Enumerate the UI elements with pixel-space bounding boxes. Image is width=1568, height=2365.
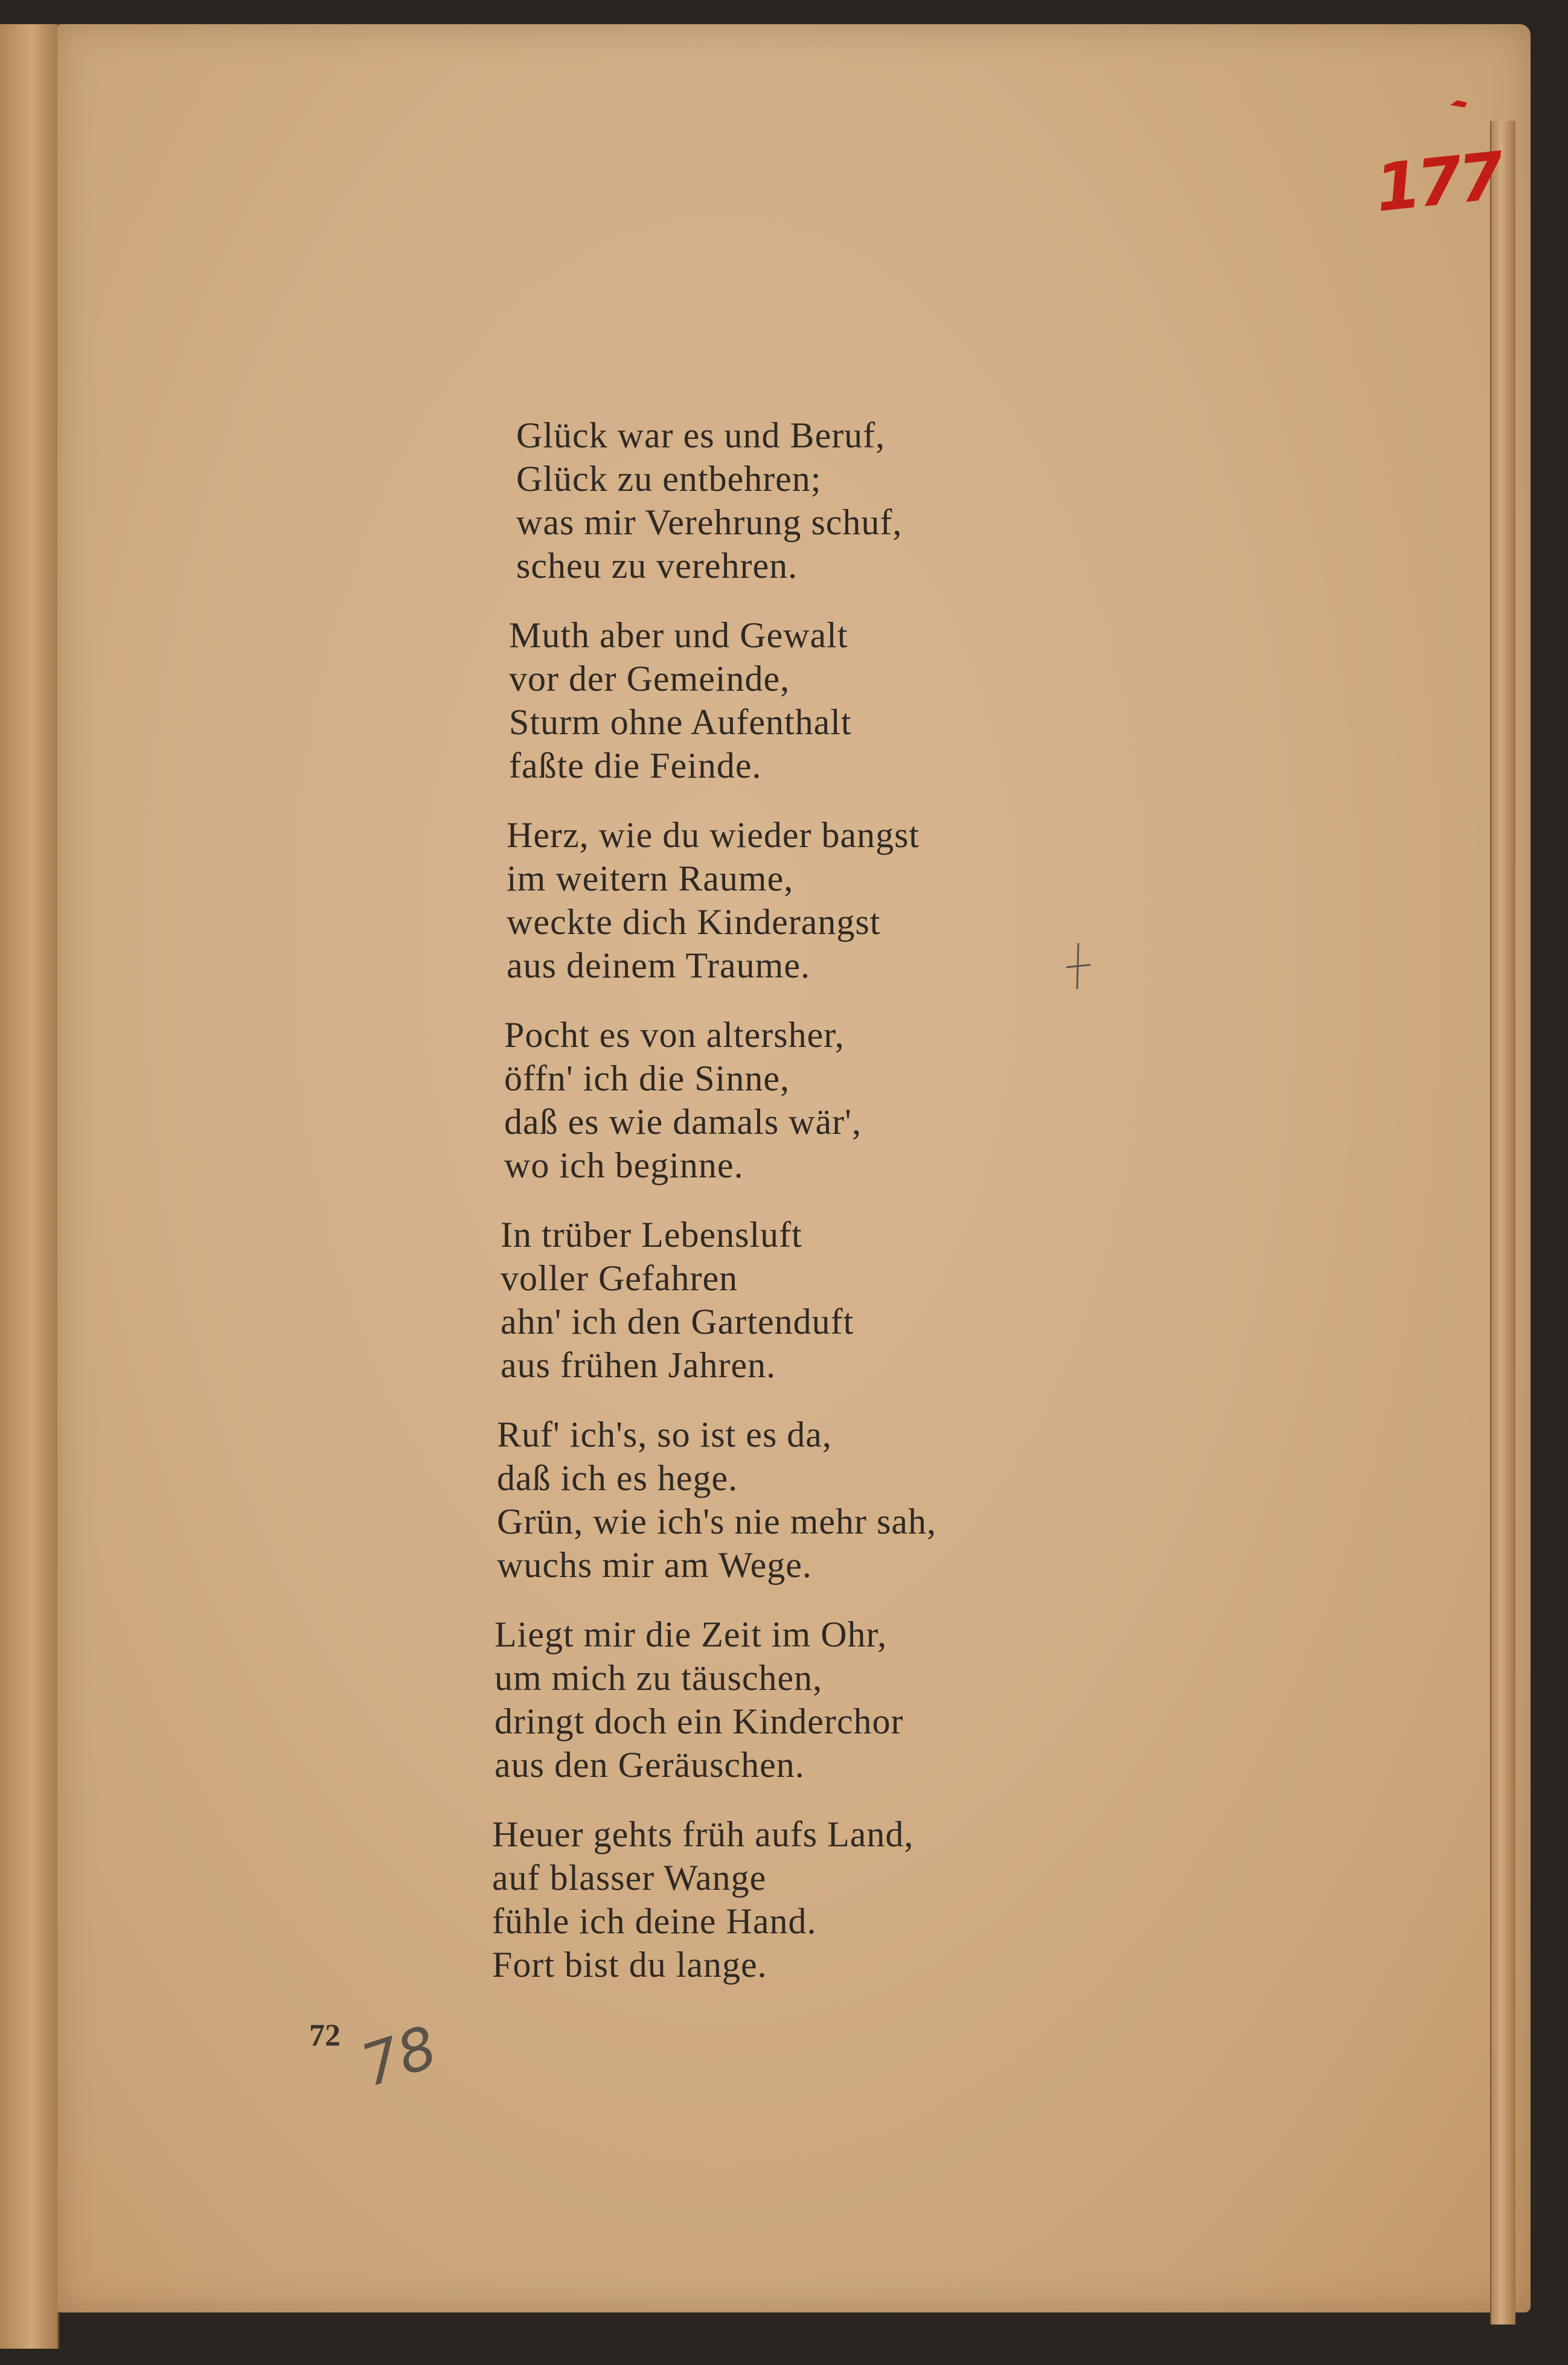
stanza-2	[509, 613, 1120, 787]
poem-line: um mich zu täuschen,	[494, 1658, 823, 1698]
pencil-page-annotation: 78	[353, 2012, 445, 2101]
poem-line: fühle ich deine Hand.	[492, 1901, 817, 1941]
poem-line: daß es wie damals wär',	[504, 1102, 862, 1142]
poem-line: auf blasser Wange	[492, 1858, 767, 1898]
pencil-cross-mark	[1064, 942, 1093, 990]
poem-line: In trüber Lebensluft	[501, 1215, 802, 1255]
poem-line: Grün, wie ich's nie mehr sah,	[497, 1502, 936, 1541]
poem-line: vor der Gemeinde,	[509, 659, 790, 699]
poem-line: Heuer gehts früh aufs Land,	[492, 1814, 914, 1854]
poem-line: Herz, wie du wieder bangst	[507, 815, 920, 855]
poem-text	[492, 414, 1120, 2012]
poem-line: daß ich es hege.	[497, 1458, 738, 1498]
stanza-1	[516, 414, 1120, 587]
red-ink-mark	[1449, 97, 1471, 110]
page-number: 72	[309, 2018, 341, 2053]
poem-line: Sturm ohne Aufenthalt	[509, 702, 852, 742]
poem-line: was mir Verehrung schuf,	[516, 502, 903, 542]
poem-line: weckte dich Kinderangst	[507, 902, 881, 942]
red-folio-annotation: 177	[1372, 138, 1505, 227]
poem-line: Fort bist du lange.	[492, 1945, 767, 1985]
poem-line: ahn' ich den Gartenduft	[501, 1302, 854, 1342]
poem-line: faßte die Feinde.	[509, 746, 762, 786]
stanza-6	[497, 1413, 1120, 1587]
poem-line: im weitern Raume,	[507, 859, 794, 898]
stanza-5	[501, 1213, 1120, 1387]
poem-line: voller Gefahren	[501, 1258, 738, 1298]
stanza-4	[504, 1013, 1120, 1187]
poem-line: aus deinem Traume.	[507, 946, 810, 985]
poem-line: Glück zu entbehren;	[516, 459, 822, 499]
poem-line: Ruf' ich's, so ist es da,	[497, 1415, 832, 1455]
poem-line: Pocht es von altersher,	[504, 1015, 845, 1055]
previous-page-edge	[0, 24, 59, 2349]
poem-line: Muth aber und Gewalt	[509, 615, 848, 655]
stanza-3	[507, 813, 1120, 987]
poem-line: Liegt mir die Zeit im Ohr,	[494, 1615, 888, 1654]
poem-line: aus den Geräuschen.	[494, 1745, 805, 1785]
poem-line: wo ich beginne.	[504, 1145, 744, 1185]
poem-line: scheu zu verehren.	[516, 546, 798, 586]
poem-line: aus frühen Jahren.	[501, 1345, 776, 1385]
poem-line: wuchs mir am Wege.	[497, 1545, 812, 1585]
page-stack-edge	[1490, 121, 1515, 2325]
poem-line: Glück war es und Beruf,	[516, 415, 886, 455]
stanza-7	[494, 1613, 1120, 1787]
stanza-8	[492, 1813, 1120, 1986]
poem-line: dringt doch ein Kinderchor	[494, 1701, 904, 1741]
poem-line: öffn' ich die Sinne,	[504, 1058, 790, 1098]
